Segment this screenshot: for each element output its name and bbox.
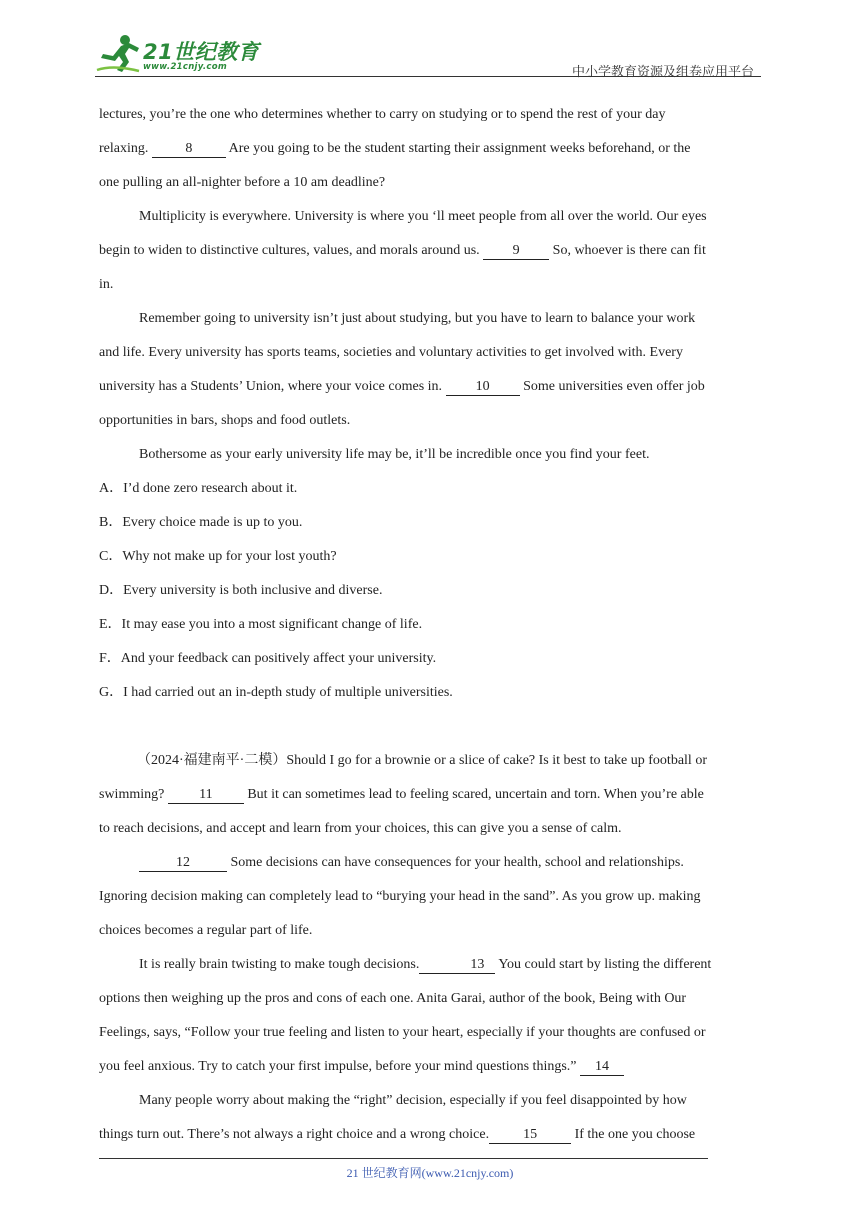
document-body [99, 98, 761, 1152]
option-g: G．I had carried out an in-depth study of multiple universities. [99, 685, 453, 700]
paragraph-line: Multiplicity is everywhere. University is where you ‘ll meet people from all over the world. Our eyes [139, 209, 707, 224]
paragraph-line: one pulling an all-nighter before a 10 am deadline? [99, 175, 386, 190]
paragraph-line: you feel anxious. Try to catch your first impulse, before your mind questions things.” 14 [99, 1050, 761, 1084]
paragraph-line: relaxing. 8 Are you going to be the student starting their assignment weeks beforehand, or the [99, 141, 691, 156]
logo-url: www.21cnjy.com [143, 62, 227, 72]
paragraph-line: Bothersome as your early university life may be, it’ll be incredible once you find your feet. [139, 447, 650, 462]
option-d: D．Every university is both inclusive and diverse. [99, 583, 383, 598]
paragraph-line: swimming? 11 But it can sometimes lead to feeling scared, uncertain and torn. When you’re able [99, 787, 704, 802]
blank-10[interactable]: 10 [446, 379, 520, 396]
site-logo [95, 34, 265, 76]
logo-text: 21世纪教育 [143, 40, 260, 64]
paragraph-line: to reach decisions, and accept and learn from your choices, this can give you a sense of calm. [99, 821, 622, 836]
blank-12[interactable]: 12 [139, 855, 227, 872]
footer-divider [99, 1158, 708, 1159]
blank-11[interactable]: 11 [168, 787, 244, 804]
paragraph-line: things turn out. There’s not always a right choice and a wrong choice. 15 If the one you choose [99, 1127, 696, 1142]
paragraph-line: opportunities in bars, shops and food outlets. [99, 413, 351, 428]
section-spacer [99, 710, 761, 744]
paragraph-line: begin to widen to distinctive cultures, values, and morals around us. 9 So, whoever is there can fit [99, 243, 706, 258]
paragraph-line: lectures, you’re the one who determines whether to carry on studying or to spend the rest of your day [99, 107, 666, 122]
paragraph-line: Ignoring decision making can completely lead to “burying your head in the sand”. As you grow up. making [99, 889, 701, 904]
option-a: A．I’d done zero research about it. [99, 481, 298, 496]
paragraph-line: Feelings, says, “Follow your true feeling and listen to your heart, especially if your thoughts are confused or [99, 1025, 706, 1040]
paragraph-line: （2024·福建南平·二模）Should I go for a brownie or a slice of cake? Is it best to take up football or [137, 753, 707, 768]
option-e: E．It may ease you into a most significant change of life. [99, 617, 423, 632]
blank-14[interactable]: 14 [580, 1059, 624, 1076]
header-platform-name: 中小学教育资源及组卷应用平台 [571, 65, 754, 80]
paragraph-line: and life. Every university has sports teams, societies and voluntary activities to get involved with. Every [99, 345, 683, 360]
paragraph-line: Remember going to university isn’t just about studying, but you have to learn to balance your work [139, 311, 696, 326]
paragraph-line: 12 Some decisions can have consequences for your health, school and relationships. [99, 846, 761, 880]
paragraph-line: Many people worry about making the “right” decision, especially if you feel disappointed by how [139, 1093, 687, 1108]
page-footer: 21 世纪教育网(www.21cnjy.com) [346, 1166, 514, 1180]
paragraph-line: It is really brain twisting to make tough decisions. 13 You could start by listing the different [139, 957, 712, 972]
blank-15[interactable]: 15 [489, 1127, 571, 1144]
paragraph-line: university has a Students’ Union, where your voice comes in. 10 Some universities even offer job [99, 379, 705, 394]
runner-logo-icon [95, 34, 141, 74]
blank-9[interactable]: 9 [483, 243, 549, 260]
page-header [95, 30, 760, 78]
paragraph-line: options then weighing up the pros and cons of each one. Anita Garai, author of the book, Being with Our [99, 991, 687, 1006]
blank-8[interactable]: 8 [152, 141, 226, 158]
paragraph-line: choices becomes a regular part of life. [99, 923, 313, 938]
option-c: C．Why not make up for your lost youth? [99, 549, 337, 564]
paragraph-line: in. [99, 277, 114, 292]
header-divider [95, 76, 761, 77]
blank-13[interactable]: 13 [419, 957, 495, 974]
option-f: F．And your feedback can positively affect your university. [99, 651, 437, 666]
option-b: B．Every choice made is up to you. [99, 515, 303, 530]
